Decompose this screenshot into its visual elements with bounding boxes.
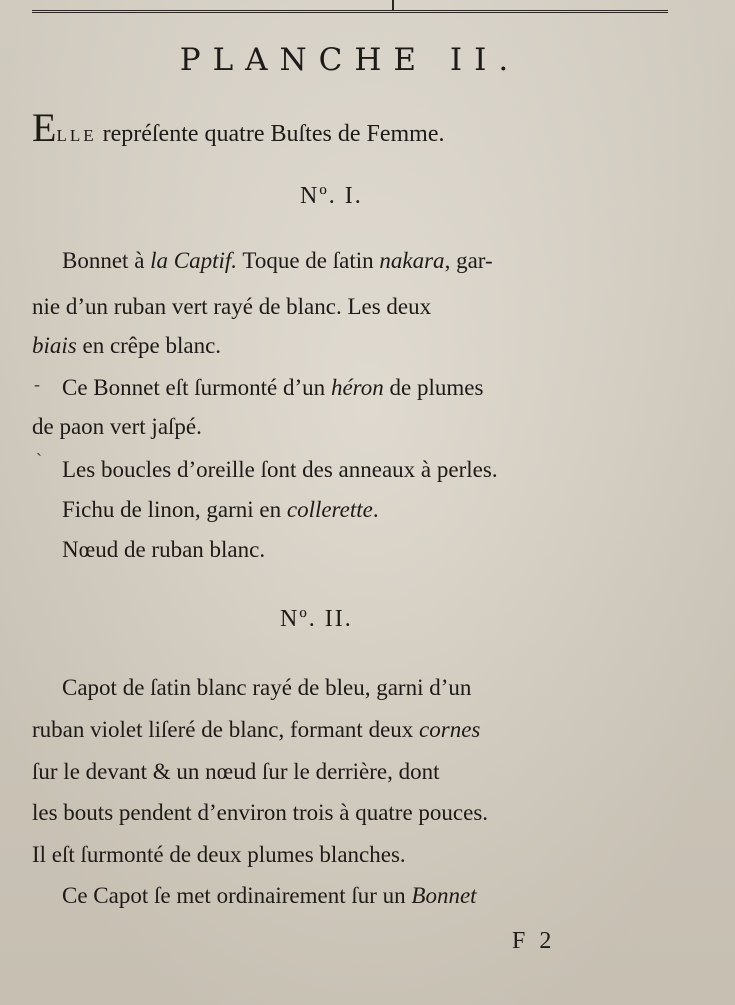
p1-line-2: nie d’un ruban vert rayé de blanc. Les deux: [32, 294, 432, 319]
p6-line-3: ſur le devant & un nœud ſur le derrière, dont: [32, 759, 440, 784]
p2-italic-heron: héron: [330, 375, 384, 400]
p4-italic-collerette: collerette: [286, 497, 373, 522]
folio-signature: F 2: [512, 928, 556, 954]
intro-smallcaps: LLE: [56, 126, 97, 145]
intro-text: repréſente quatre Buſtes de Femme.: [96, 121, 445, 147]
p7-italic-bonnet: Bonnet: [411, 883, 477, 908]
p1-text-l3: en crêpe blanc.: [76, 333, 222, 358]
p1-line-1: [62, 249, 493, 272]
p7-text-a: Ce Capot ſe met ordinairement ſur un: [62, 883, 412, 908]
p4-text-a: Fichu de linon, garni en: [62, 497, 287, 522]
p1-italic-biais: biais: [32, 333, 77, 358]
p7-line: [62, 884, 477, 907]
p2-text-a: Ce Bonnet eſt ſurmonté d’un: [62, 375, 331, 400]
p6-line-2: [32, 718, 480, 741]
p3-line: Les boucles d’oreille ſont des anneaux à perles.: [62, 457, 498, 482]
p1-text-e: , gar-: [444, 248, 493, 273]
p6-italic-cornes: cornes: [419, 717, 481, 742]
p1-italic-nakara: nakara: [379, 248, 445, 273]
top-rule: [32, 0, 668, 13]
p6-line-5: Il eſt ſurmonté de deux plumes blanches.: [32, 842, 406, 867]
drop-cap: E: [32, 105, 57, 150]
p4-text-c: .: [372, 497, 379, 522]
p1-text-c: Toque de ſatin: [237, 248, 380, 273]
p6-text-a: ruban violet liſeré de blanc, formant deux: [32, 717, 420, 742]
p2-text-c: de plumes: [383, 375, 484, 400]
p5-line: Nœud de ruban blanc.: [62, 537, 266, 562]
p1-line-3: [32, 334, 221, 357]
page-title: PLANCHE II.: [179, 42, 521, 78]
p1-text-a: Bonnet à: [62, 248, 151, 273]
p6-line-1: Capot de ſatin blanc rayé de bleu, garni d’un: [62, 675, 472, 700]
margin-mark-2: `: [36, 450, 42, 470]
intro-line: [32, 105, 445, 150]
p2-line-2: de paon vert jaſpé.: [32, 414, 202, 439]
p2-line-1: [62, 376, 483, 399]
p4-line: [62, 498, 379, 521]
p6-line-4: les bouts pendent d’environ trois à quatre pouces.: [32, 800, 489, 825]
section-number-1: Nº. I.: [300, 183, 363, 209]
rule-tick: [392, 0, 394, 10]
margin-mark: -: [34, 374, 40, 394]
p1-italic-captif: la Captif.: [150, 248, 238, 273]
section-number-2: Nº. II.: [280, 606, 353, 632]
